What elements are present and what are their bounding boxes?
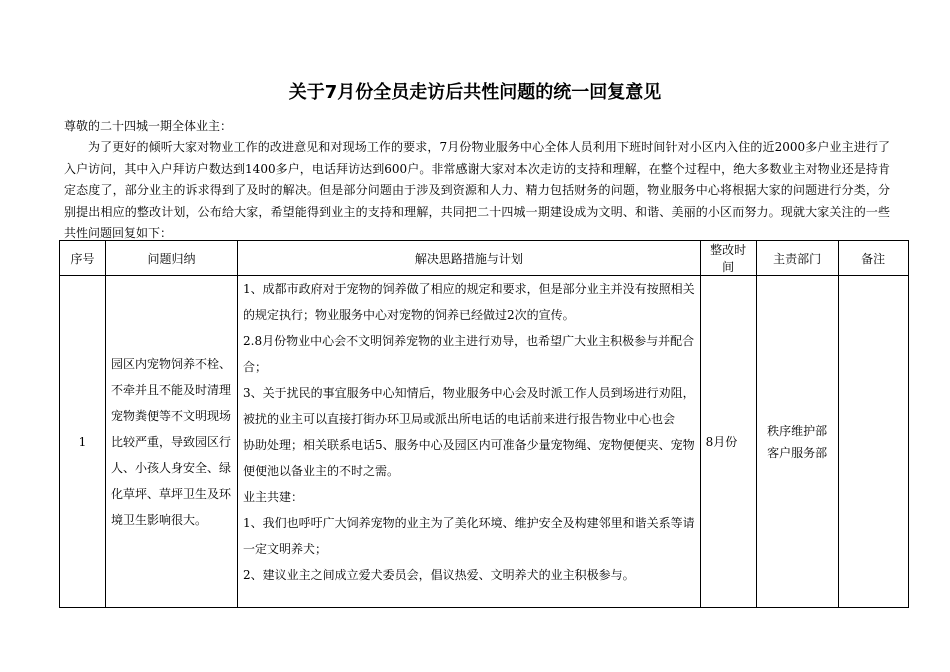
header-dept: 主责部门: [756, 241, 838, 276]
problem-summary: 园区内宠物饲养不栓、不牵并且不能及时清理宠物粪便等不文明现场比较严重，导致园区行人、小孩人身安全、绿化草坪、草坪卫生及环境卫生影响很大。: [106, 276, 238, 608]
measure-line: 被扰的业主可以直接打街办环卫局或派出所电话的电话前来进行报告物业中心也会: [243, 412, 676, 426]
header-measures: 解决思路措施与计划: [238, 241, 701, 276]
measure-line: 2、建议业主之间成立爱犬委员会，倡议热爱、文明养犬的业主积极参与。: [243, 568, 635, 582]
remarks-cell: [838, 276, 908, 608]
issues-table: [59, 240, 909, 608]
intro-paragraph: 为了更好的倾听大家对物业工作的改进意见和对现场工作的要求，7月份物业服务中心全体人员利用下班时间针对小区内入住的近2000多户业主进行了入户访问，其中入户拜访户数达到1400多户，电话拜访达到600户。非常感谢大家对本次走访的支持和理解，在整个过程中，绝大多数业主对物业还是持肯定态度了，部分业主的诉求得到了及时的解决。但是部分问题由于涉及到资源和人力、精力包括财务的问题，物业服务中心将根据大家的问题进行分类，分别提出相应的整改计划，公布给大家，希望能得到业主的支持和理解，共同把二十四城一期建设成为文明、和谐、美丽的小区而努力。现就大家关注的一些共性问题回复如下：: [64, 140, 890, 241]
header-time: 整改时间: [700, 241, 756, 276]
header-note: 备注: [838, 241, 908, 276]
responsible-dept-cell: [756, 276, 838, 608]
dept-name: 秩序维护部: [767, 423, 828, 438]
measures-cell: [238, 276, 701, 608]
measure-line: 一定文明养犬；: [243, 542, 328, 556]
rectification-time: 8月份: [700, 276, 756, 608]
dept-name: 客户服务部: [767, 445, 828, 460]
header-problem: 问题归纳: [106, 241, 238, 276]
header-no: 序号: [60, 241, 106, 276]
measure-line: 1、我们也呼吁广大饲养宠物的业主为了美化环境、维护安全及构建邻里和谐关系等请: [243, 516, 695, 530]
table-header-row: [60, 241, 909, 276]
document-title: 关于7月份全员走访后共性问题的统一回复意见: [288, 82, 662, 103]
measure-line: 3、关于扰民的事宜服务中心知情后，物业服务中心会及时派工作人员到场进行劝阻，: [243, 386, 695, 400]
row-number: 1: [60, 276, 106, 608]
measure-line: 1、成都市政府对于宠物的饲养做了相应的规定和要求，但是部分业主并没有按照相关: [243, 282, 695, 296]
measure-line: 便便池以备业主的不时之需。: [243, 464, 400, 478]
greeting: 尊敬的二十四城一期全体业主：: [64, 119, 233, 133]
table-row: [60, 276, 909, 608]
measure-line: 的规定执行；物业服务中心对宠物的饲养已经做过2次的宣传。: [243, 308, 575, 322]
measure-line: 合；: [243, 360, 268, 374]
measure-line: 业主共建：: [243, 490, 304, 504]
measure-line: 协助处理；相关联系电话5、服务中心及园区内可准备少量宠物绳、宠物便便夹、宠物: [243, 438, 695, 452]
measure-line: 2.8月份物业中心会不文明饲养宠物的业主进行劝导，也希望广大业主积极参与并配合: [243, 334, 695, 348]
